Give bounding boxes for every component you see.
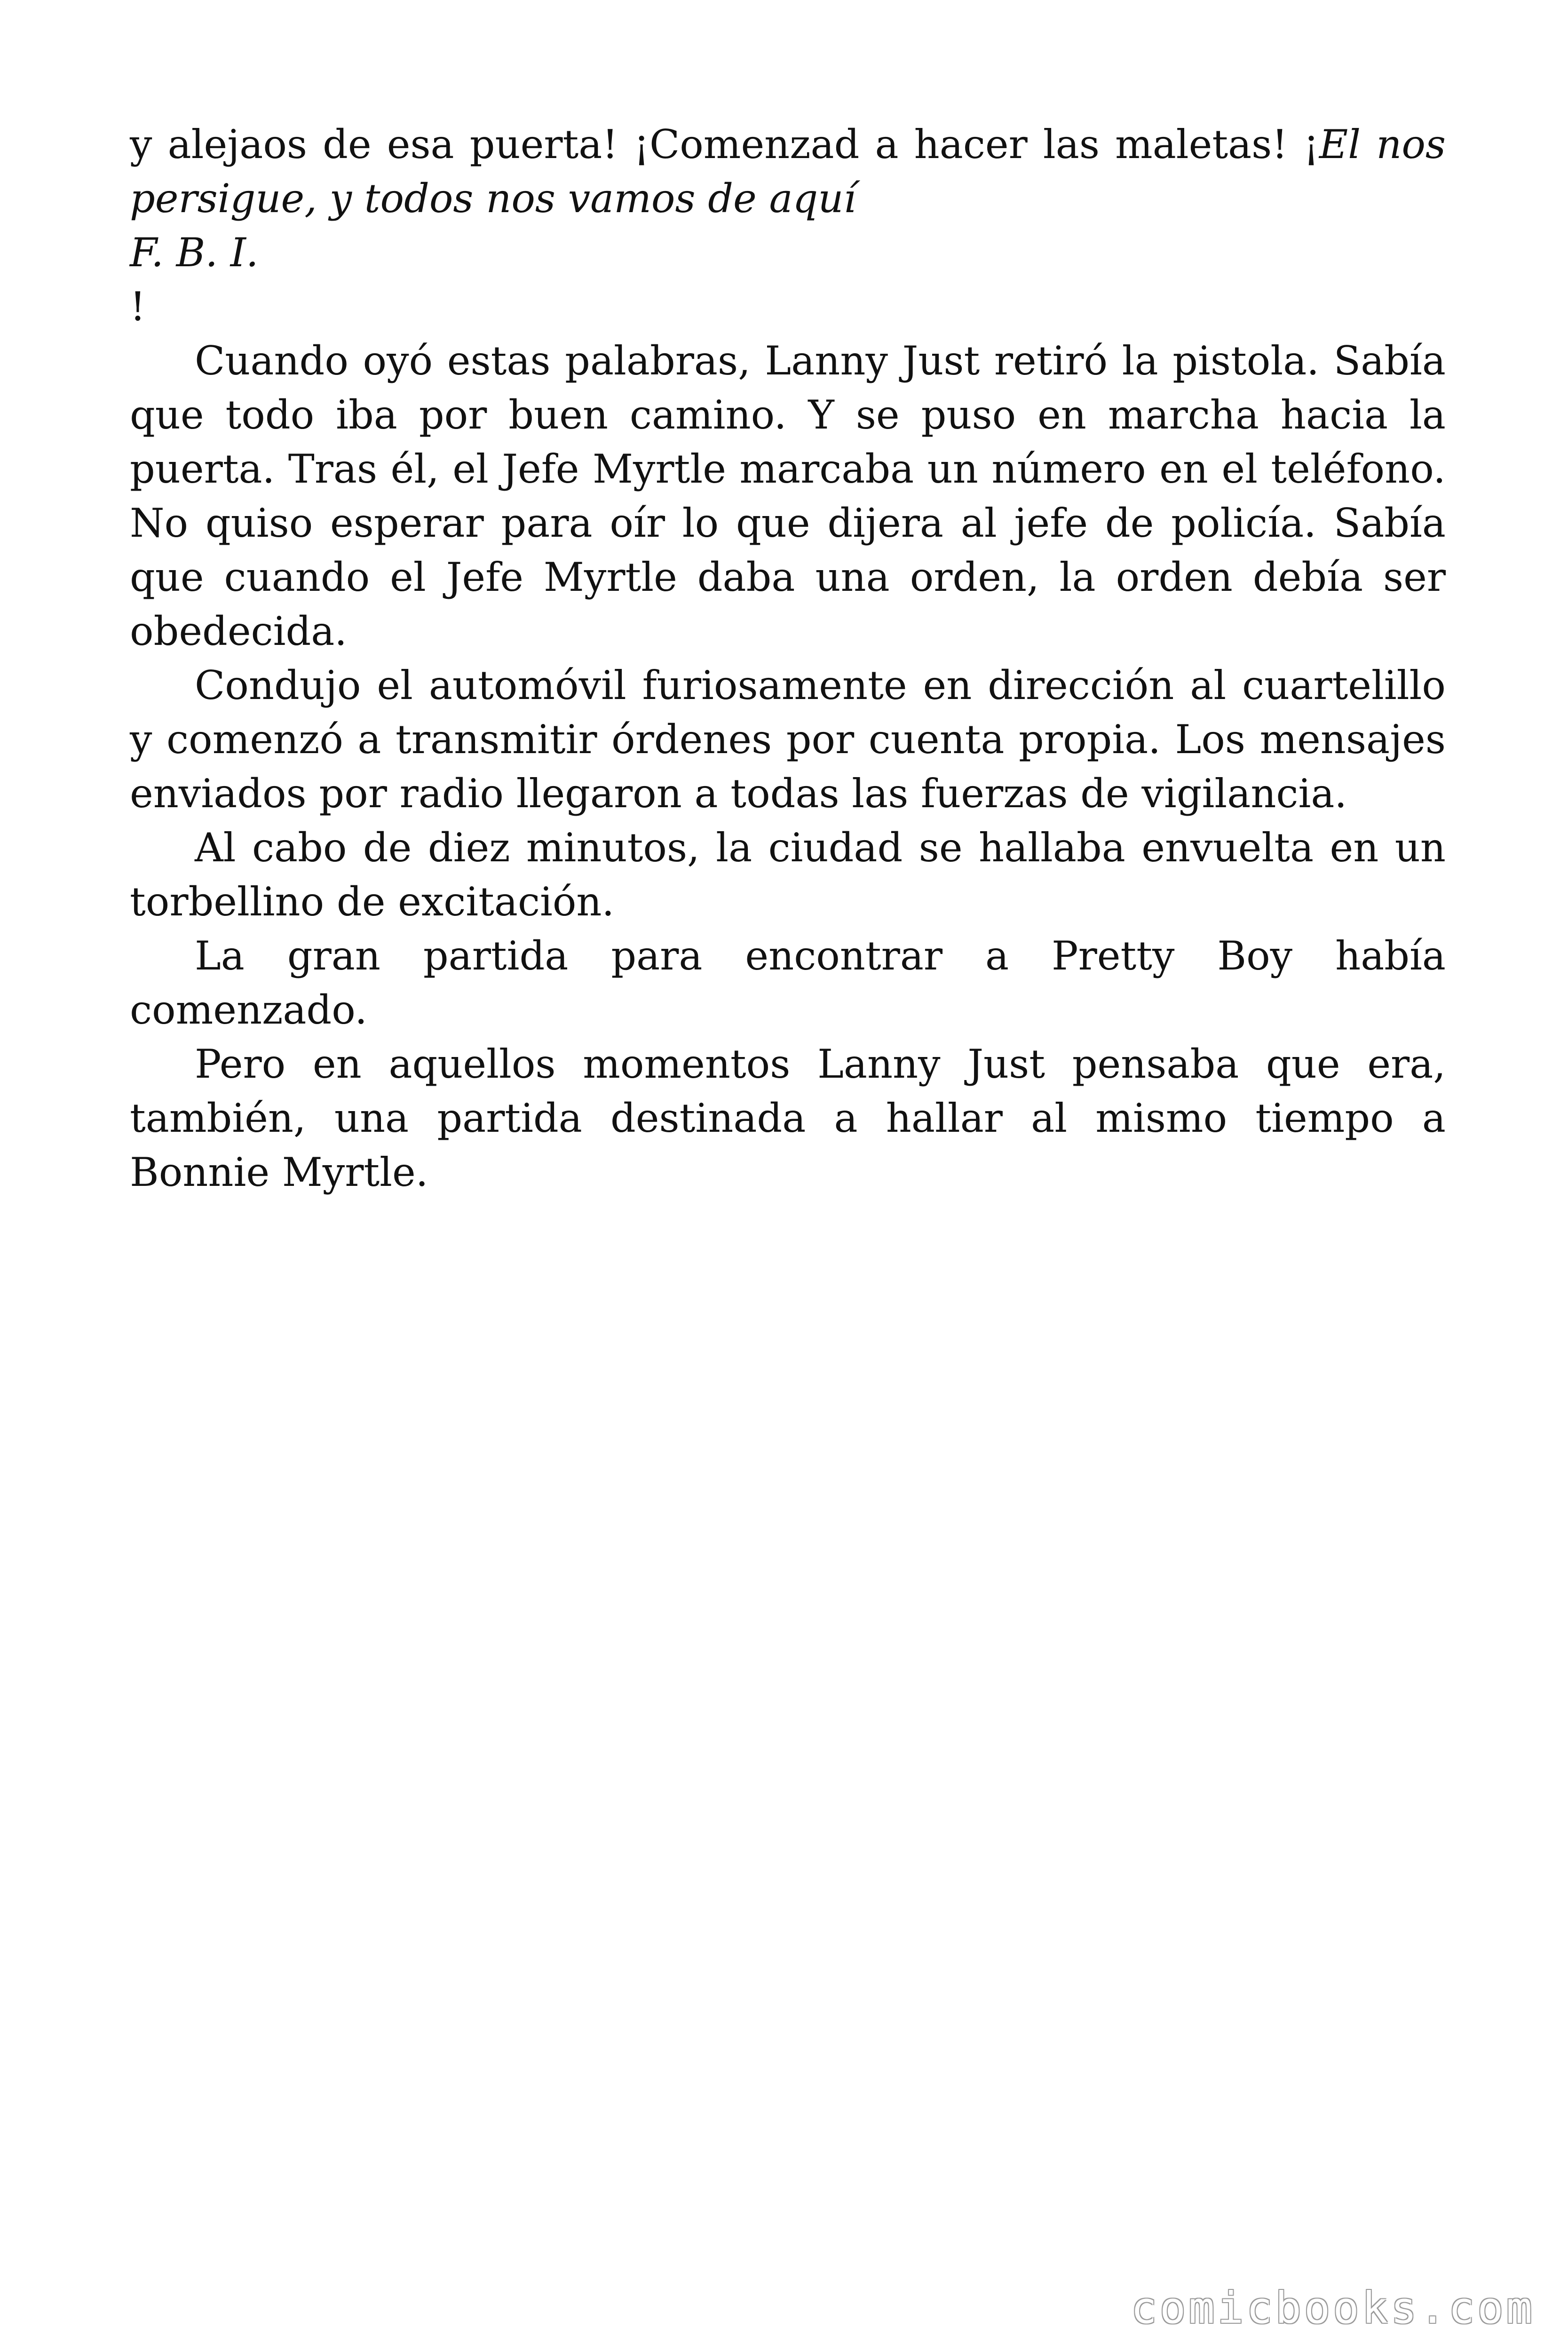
- opening-italic-text: El nos persigue, y todos nos vamos de aquí: [130, 121, 1446, 222]
- opening-paragraph: [130, 118, 1446, 226]
- paragraph: Cuando oyó estas palabras, Lanny Just retiró la pistola. Sabía que todo iba por buen camino. Y se puso en marcha hacia la puerta. Tras él, el Jefe Myrtle marcaba un número en el teléfono. No quiso esperar para oír lo que dijera al jefe de policía. Sabía que cuando el Jefe Myrtle daba una orden, la orden debía ser obedecida.: [130, 338, 1446, 654]
- paragraph: Pero en aquellos momentos Lanny Just pensaba que era, también, una partida destinada a hallar al mismo tiempo a Bonnie Myrtle.: [130, 1041, 1446, 1195]
- page-text: [130, 118, 1446, 1200]
- paragraph: Al cabo de diez minutos, la ciudad se hallaba envuelta en un torbellino de excitación.: [130, 825, 1446, 925]
- paragraph: La gran partida para encontrar a Pretty Boy había comenzado.: [130, 933, 1446, 1033]
- opening-plain-text: y alejaos de esa puerta! ¡Comenzad a hacer las maletas! ¡: [130, 121, 1319, 167]
- fbi-line: F. B. I.: [130, 230, 259, 276]
- paragraph: Condujo el automóvil furiosamente en dirección al cuartelillo y comenzó a transmitir órdenes por cuenta propia. Los mensajes enviados por radio llegaron a todas las fuerzas de vigilancia.: [130, 662, 1446, 817]
- watermark: comicbooks.com: [1131, 2283, 1535, 2333]
- exclamation-line: !: [130, 284, 146, 330]
